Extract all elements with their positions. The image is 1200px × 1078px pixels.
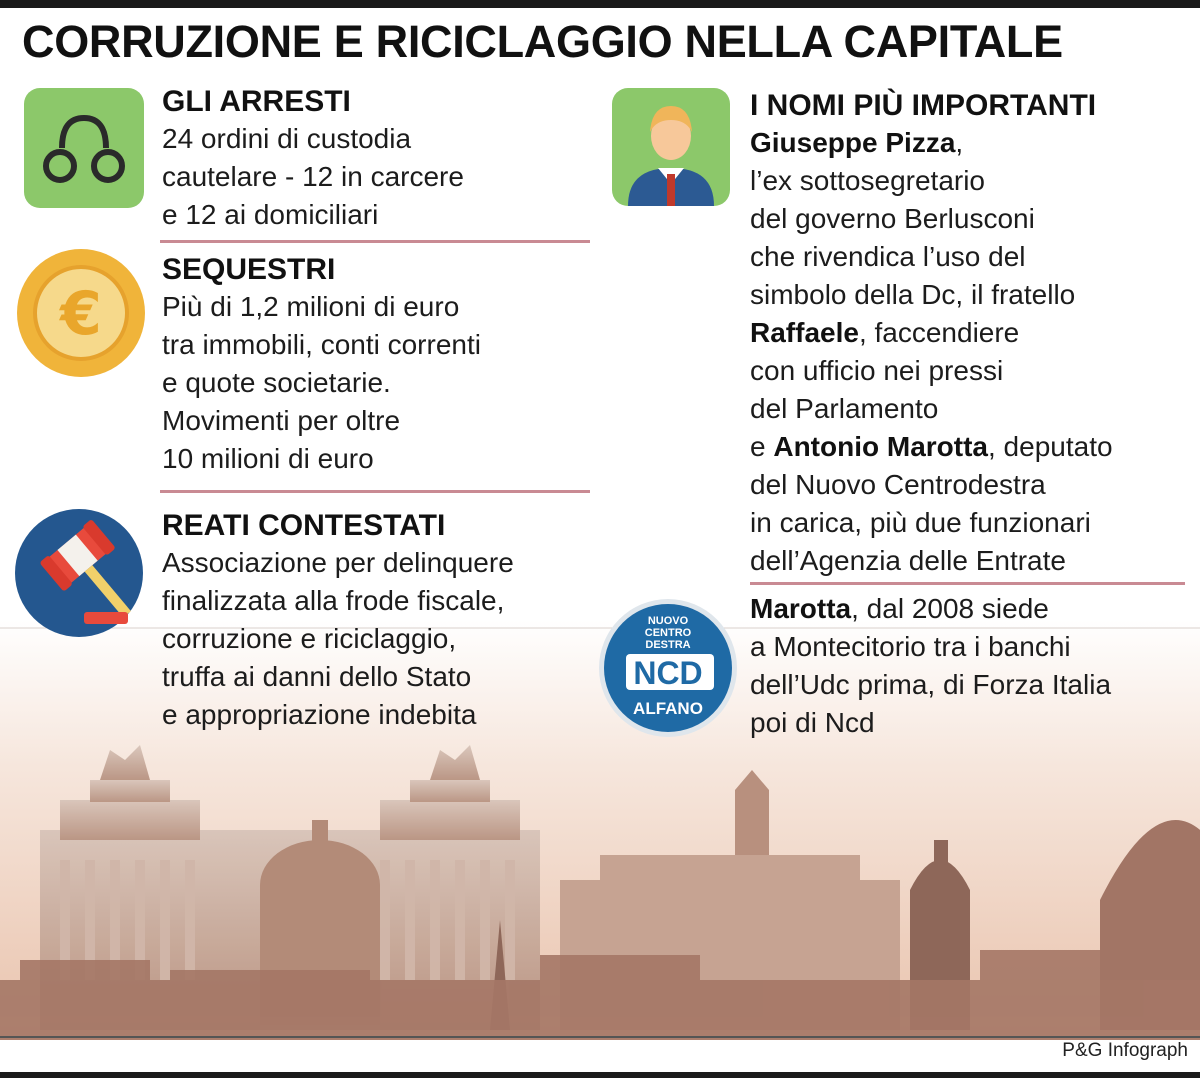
text-line: cautelare - 12 in carcere	[162, 161, 464, 192]
text-line: del Parlamento	[750, 393, 939, 424]
euro-coin-icon	[16, 248, 146, 378]
text-line: tra immobili, conti correnti	[162, 329, 481, 360]
ncd-logo-mark: NCD	[633, 655, 703, 691]
text-fragment: ,	[955, 127, 964, 158]
text-line: simbolo della Dc, il fratello	[750, 279, 1076, 310]
text-line: Movimenti per oltre	[162, 405, 401, 436]
section-reati	[162, 508, 612, 734]
text-line: e appropriazione indebita	[162, 699, 477, 730]
text-line: Associazione per delinquere	[162, 547, 514, 578]
footer-rule	[0, 1036, 1200, 1038]
handcuffs-icon	[24, 88, 144, 208]
text-line: 10 milioni di euro	[162, 443, 374, 474]
text-line: 24 ordini di custodia	[162, 123, 412, 154]
text-line: e quote societarie.	[162, 367, 391, 398]
text-fragment: , dal 2008 siede	[851, 593, 1049, 624]
section-divider	[160, 240, 590, 243]
bottom-rule	[0, 1072, 1200, 1078]
person-name: Antonio Marotta	[773, 431, 988, 462]
text-line: Più di 1,2 milioni di euro	[162, 291, 460, 322]
person-name: Giuseppe Pizza	[750, 127, 956, 158]
ncd-logo-text-top1: NUOVO	[647, 615, 689, 627]
text-line: poi di Ncd	[750, 707, 875, 738]
text-fragment: , faccendiere	[858, 317, 1020, 348]
text-line: del governo Berlusconi	[750, 203, 1035, 234]
text-line: del Nuovo Centrodestra	[750, 469, 1046, 500]
section-arresti	[162, 84, 602, 234]
text-line: e 12 ai domiciliari	[162, 199, 379, 230]
section-divider	[750, 582, 1185, 585]
text-line: dell’Udc prima, di Forza Italia	[750, 669, 1112, 700]
text-line: che rivendica l’uso del	[750, 241, 1026, 272]
text-line: con ufficio nei pressi	[750, 355, 1004, 386]
text-line: in carica, più due funzionari	[750, 507, 1091, 538]
section-marotta	[750, 590, 1195, 742]
person-name: Raffaele	[750, 317, 859, 348]
ncd-logo-text-top3: DESTRA	[645, 639, 691, 651]
text-fragment: , deputato	[988, 431, 1113, 462]
section-heading: SEQUESTRI	[162, 253, 336, 286]
ncd-logo-text-bottom: ALFANO	[633, 699, 703, 718]
text-line: truffa ai danni dello Stato	[162, 661, 472, 692]
page-title: CORRUZIONE E RICICLAGGIO NELLA CAPITALE	[22, 16, 1063, 67]
person-name: Marotta	[750, 593, 852, 624]
text-fragment: e	[750, 431, 774, 462]
section-sequestri	[162, 252, 602, 478]
ncd-party-logo	[598, 598, 738, 738]
svg-text:€: €	[60, 279, 102, 349]
section-heading: GLI ARRESTI	[162, 85, 351, 118]
politician-avatar-icon	[612, 88, 730, 206]
text-line: dell’Agenzia delle Entrate	[750, 545, 1066, 576]
credit-label: P&G Infograph	[1062, 1040, 1188, 1061]
top-rule	[0, 0, 1200, 8]
gavel-icon	[14, 508, 144, 638]
section-divider	[160, 490, 590, 493]
text-line: a Montecitorio tra i banchi	[750, 631, 1071, 662]
ncd-logo-text-top2: CENTRO	[644, 627, 692, 639]
section-nomi	[750, 88, 1195, 580]
section-heading: REATI CONTESTATI	[162, 509, 446, 542]
text-line: l’ex sottosegretario	[750, 165, 986, 196]
section-heading: I NOMI PIÙ IMPORTANTI	[750, 89, 1097, 122]
text-line: corruzione e riciclaggio,	[162, 623, 457, 654]
text-line: finalizzata alla frode fiscale,	[162, 585, 505, 616]
